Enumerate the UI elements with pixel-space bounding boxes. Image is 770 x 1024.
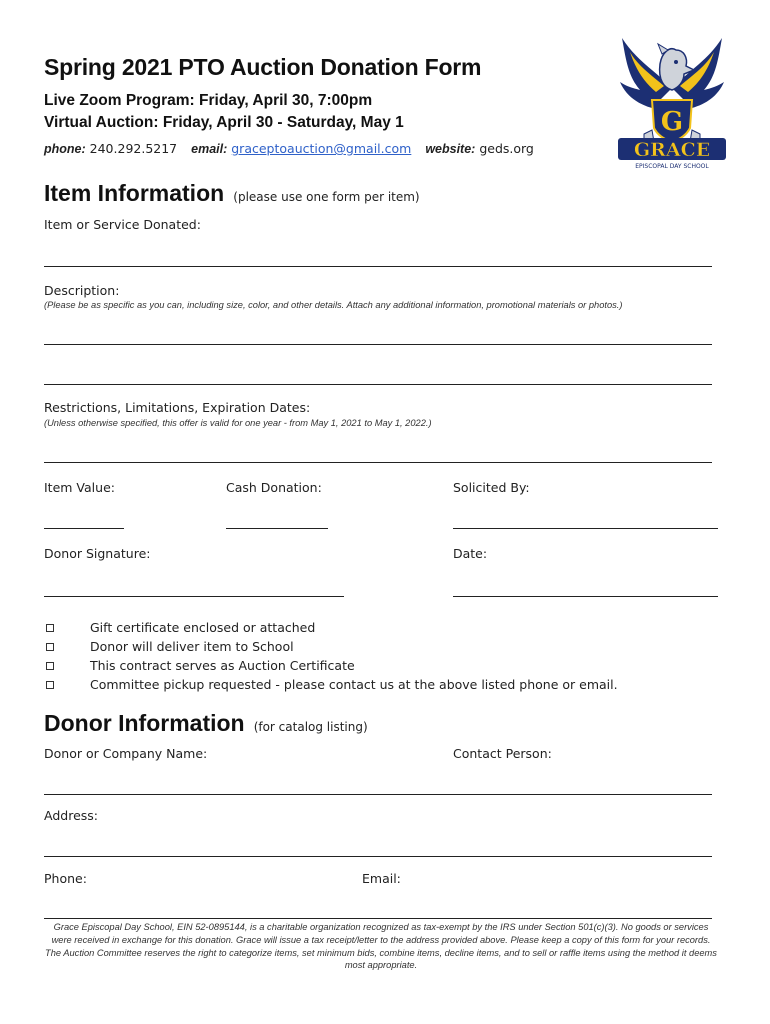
checkbox-option[interactable] [44, 618, 618, 637]
checkbox-option[interactable] [44, 637, 618, 656]
donor-information-heading [44, 710, 368, 737]
cash-donation-label: Cash Donation: [226, 480, 322, 495]
checkbox[interactable] [46, 681, 54, 689]
description-line-2[interactable] [44, 384, 712, 385]
donor-signature-line[interactable] [44, 596, 344, 597]
checkbox-option[interactable] [44, 656, 618, 675]
checkbox[interactable] [46, 643, 54, 651]
phone-email-line[interactable] [44, 918, 712, 919]
checkbox-option[interactable] [44, 675, 618, 694]
date-line[interactable] [453, 596, 718, 597]
donor-name-line[interactable] [44, 794, 712, 795]
donor-heading-note: (for catalog listing) [253, 720, 368, 734]
item-donated-label: Item or Service Donated: [44, 217, 201, 232]
checkbox-label: Gift certificate enclosed or attached [90, 620, 316, 635]
item-donated-line[interactable] [44, 266, 712, 267]
address-line[interactable] [44, 856, 712, 857]
description-label: Description: [44, 283, 120, 298]
donor-heading-text: Donor Information [44, 710, 245, 736]
item-heading-text: Item Information [44, 180, 225, 206]
restrictions-note: (Unless otherwise specified, this offer is valid for one year - from May 1, 2021 to May 1, 2022.) [44, 418, 432, 428]
item-value-line[interactable] [44, 528, 124, 529]
cash-donation-line[interactable] [226, 528, 328, 529]
checkbox-label: Committee pickup requested - please contact us at the above listed phone or email. [90, 677, 618, 692]
virtual-auction-line: Virtual Auction: Friday, April 30 - Saturday, May 1 [44, 114, 404, 131]
donor-signature-label: Donor Signature: [44, 546, 151, 561]
logo-subtitle: EPISCOPAL DAY SCHOOL [635, 163, 709, 170]
email-link[interactable]: graceptoauction@gmail.com [231, 141, 412, 156]
phone-value: 240.292.5217 [89, 141, 178, 156]
address-label: Address: [44, 808, 98, 823]
phone-label: phone: [44, 142, 86, 156]
zoom-program-line: Live Zoom Program: Friday, April 30, 7:00pm [44, 92, 373, 109]
checkbox[interactable] [46, 624, 54, 632]
email-label: email: [191, 142, 228, 156]
item-heading-note: (please use one form per item) [233, 190, 420, 204]
donor-email-label: Email: [362, 871, 401, 886]
contact-line [44, 141, 534, 156]
date-label: Date: [453, 546, 488, 561]
checkbox-label: This contract serves as Auction Certificate [90, 658, 355, 673]
solicited-by-line[interactable] [453, 528, 718, 529]
tax-disclaimer: Grace Episcopal Day School, EIN 52-0895144, is a charitable organization recognized as tax-exempt by the IRS under Section 501(c)(3). No goods or services were received in exchange for this donation. Grace will issue a tax receipt/letter to the address provided above. Please keep a copy of this form for your records. The Auction Committee reserves the right to categorize items, set minimum bids, combine items, decline items, and to sell or raffle items using the method it deems most appropriate. [45, 922, 717, 971]
restrictions-line[interactable] [44, 462, 712, 463]
form-title: Spring 2021 PTO Auction Donation Form [44, 54, 482, 80]
checkbox-label: Donor will deliver item to School [90, 639, 294, 654]
restrictions-label: Restrictions, Limitations, Expiration Dates: [44, 400, 311, 415]
contact-person-label: Contact Person: [453, 746, 552, 761]
donor-name-label: Donor or Company Name: [44, 746, 208, 761]
description-note: (Please be as specific as you can, including size, color, and other details. Attach any additional information, promotional materials or photos.) [44, 300, 623, 310]
delivery-options [44, 618, 618, 694]
donor-phone-label: Phone: [44, 871, 87, 886]
checkbox[interactable] [46, 662, 54, 670]
svg-text:G: G [660, 107, 684, 137]
description-line-1[interactable] [44, 344, 712, 345]
item-information-heading [44, 180, 420, 207]
griffin-crest-icon [614, 30, 730, 172]
website-value: geds.org [479, 141, 534, 156]
item-value-label: Item Value: [44, 480, 115, 495]
website-label: website: [425, 142, 476, 156]
solicited-by-label: Solicited By: [453, 480, 530, 495]
logo-name: GRACE [633, 139, 711, 161]
